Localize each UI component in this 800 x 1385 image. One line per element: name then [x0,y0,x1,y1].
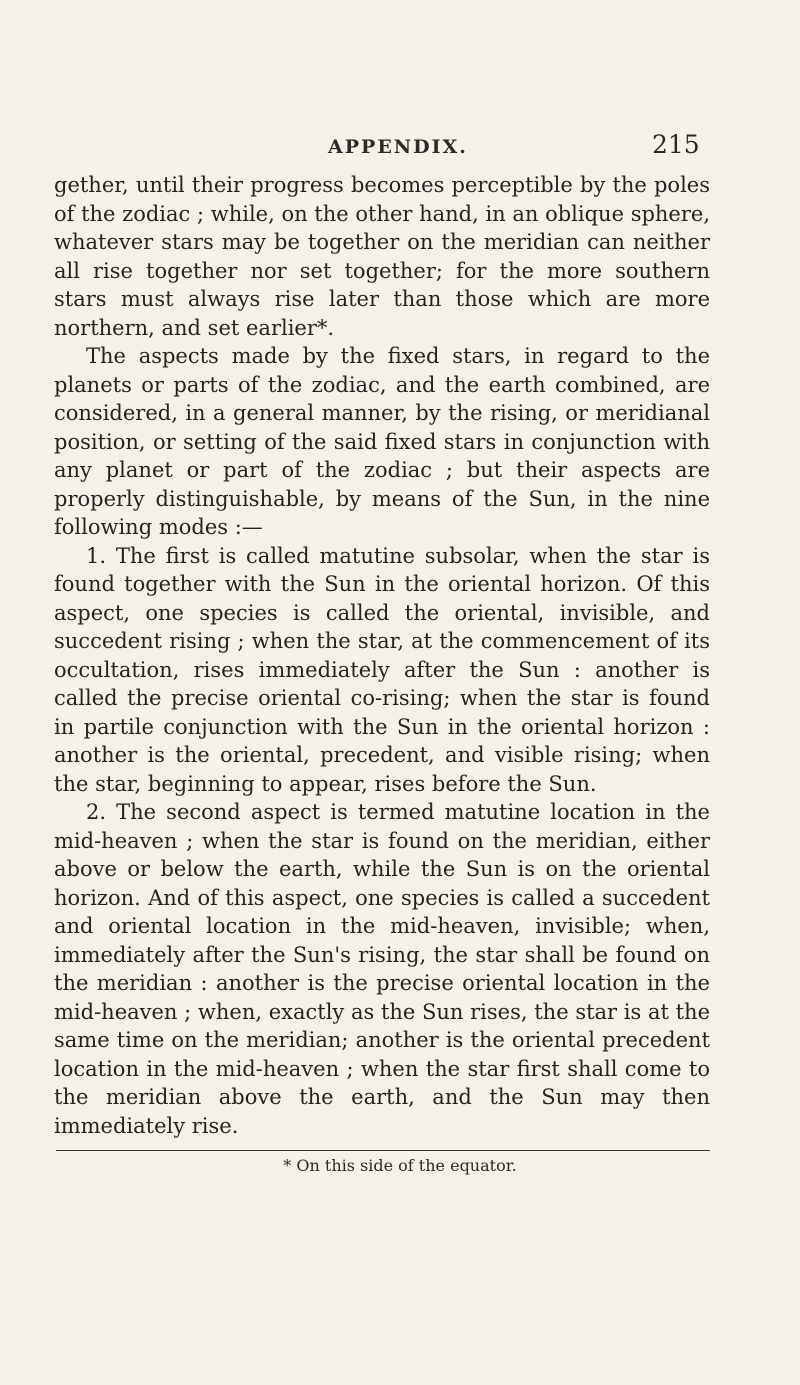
footnote-rule [56,1150,710,1151]
paragraph-first-aspect: 1. The first is called matutine subsolar, when the star is found together with the Sun in the oriental horizon. Of this aspect, one species is called the oriental, invisible, and succedent rising ; when the star, at the commencement of its occultation, rises immediately after the Sun : another is called the precise oriental co-rising; when the star is found in partile conjunction with the Sun in the oriental horizon : another is the oriental, precedent, and visible rising; when the star, beginning to appear, rises before the Sun. [54,543,710,796]
paragraph-aspects: The aspects made by the fixed stars, in regard to the planets or parts of the zodiac, and the earth combined, are considered, in a general manner, by the rising, or meridianal position, or setting of the said fixed stars in conjunction with any planet or part of the zodiac ; but their aspects are properly distinguishable, by means of the Sun, in the nine following modes :— [54,344,710,539]
paragraph-continuation: gether, until their progress becomes perceptible by the poles of the zodiac ; while, on the other hand, in an oblique sphere, whatever stars may be together on the meridian can neither all rise together nor set together; for the more southern stars must always rise later than those which are more northern, and set earlier*. [54,173,711,340]
footnote: * On this side of the equator. [283,1156,517,1175]
running-head: APPENDIX. [328,136,468,158]
body-text [54,171,710,1140]
paragraph-second-aspect: 2. The second aspect is termed matutine location in the mid-heaven ; when the star is found on the meridian, either above or below the earth, while the Sun is on the oriental horizon. And of this aspect, one species is called a succedent and oriental location in the mid-heaven, invisible; when, immediately after the Sun's rising, the star shall be found on the meridian : another is the precise oriental location in the mid-heaven ; when, exactly as the Sun rises, the star is at the same time on the meridian; another is the oriental precedent location in the mid-heaven ; when the star first shall come to the meridian above the earth, and the Sun may then immediately rise. [54,800,710,1138]
page-number: 215 [652,130,700,159]
